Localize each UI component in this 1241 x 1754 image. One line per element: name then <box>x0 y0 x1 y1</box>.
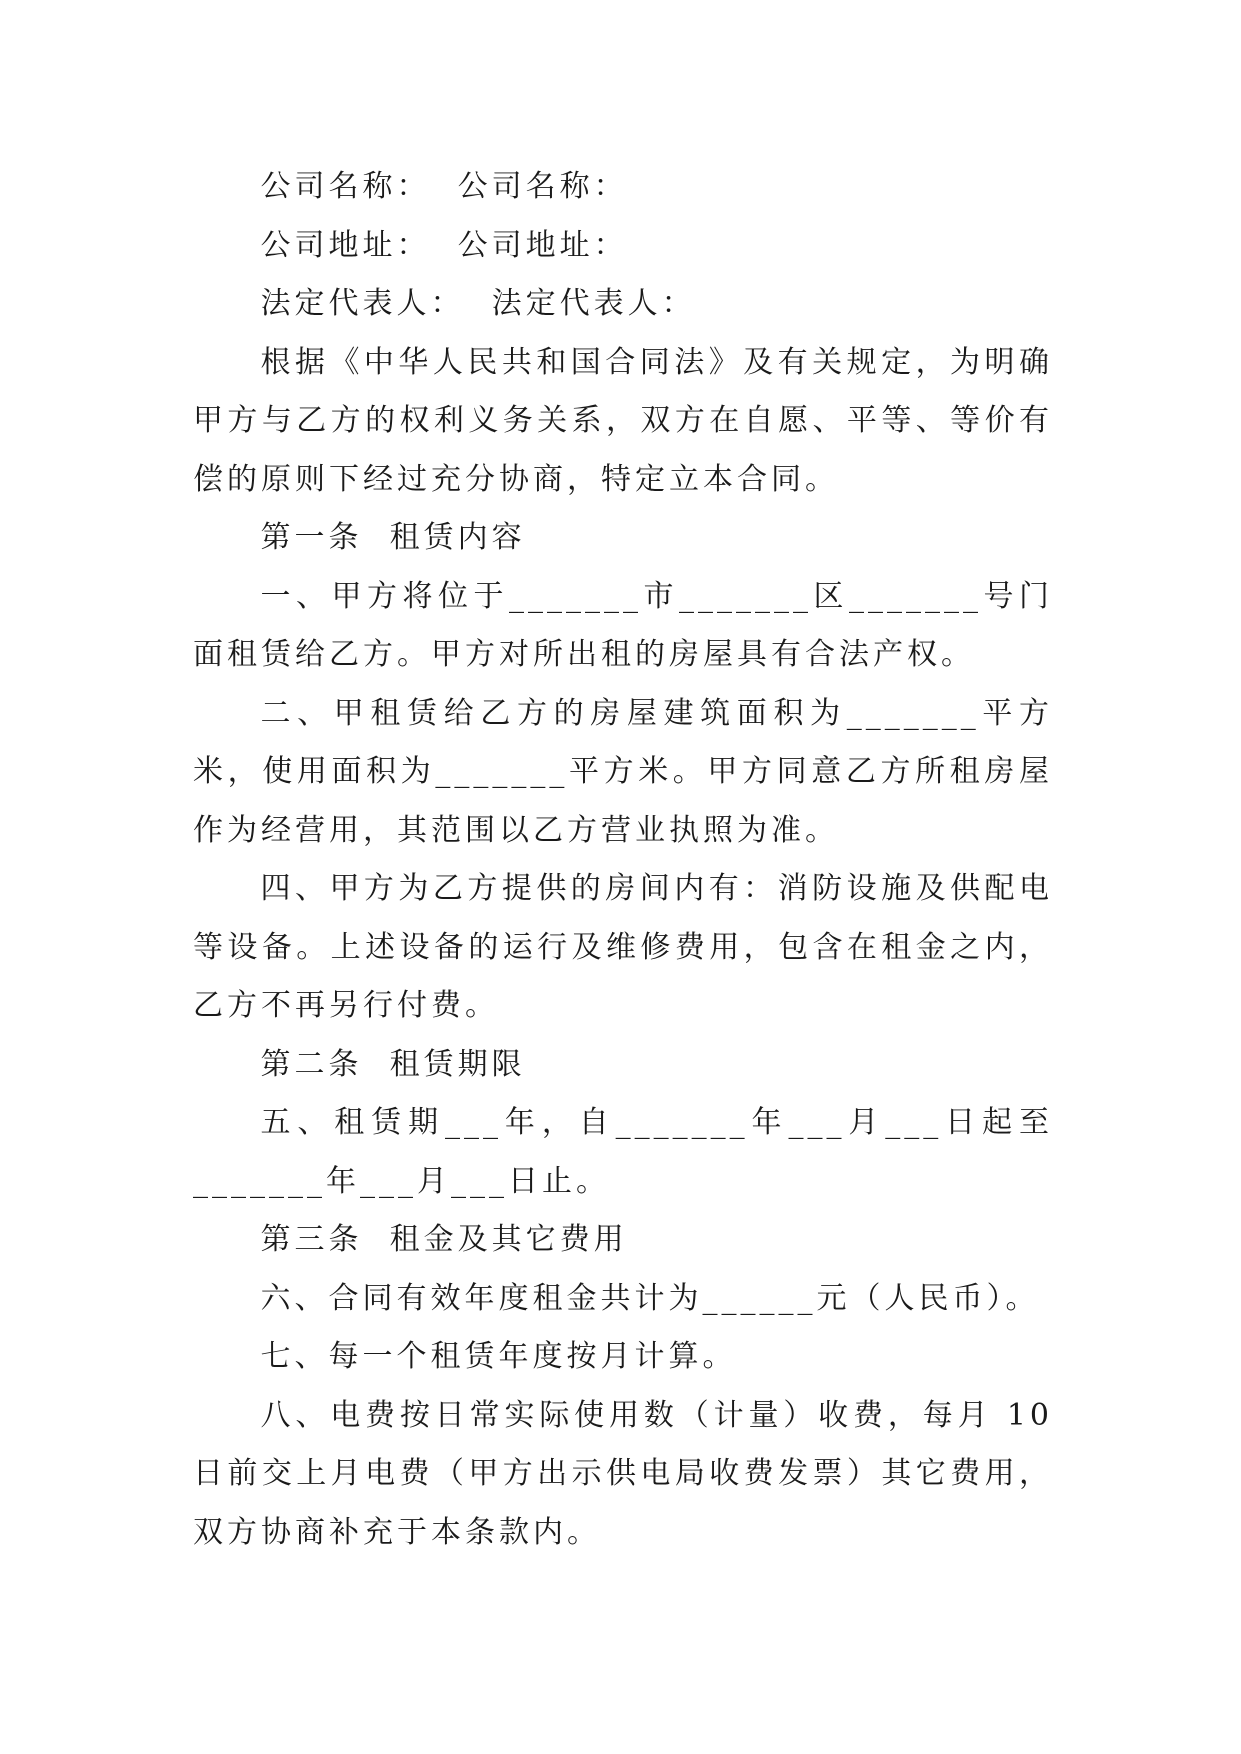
clause-1-paragraph: 一、甲方将位于_______市_______区_______号门面租赁给乙方。甲方对所出租的房屋具有合法产权。 <box>193 578 1053 672</box>
company-address-line: 公司地址： 公司地址： <box>260 227 628 263</box>
preamble-paragraph: 根据《中华人民共和国合同法》及有关规定，为明确甲方与乙方的权利义务关系，双方在自愿、平等、等价有偿的原则下经过充分协商，特定立本合同。 <box>193 344 1053 497</box>
clause-6-paragraph: 六、合同有效年度租金共计为______元（人民币）。 <box>260 1280 1040 1316</box>
clause-5-paragraph: 五、租赁期___年，自_______年___月___日起至_______年___月___日止。 <box>193 1105 1053 1199</box>
clause-8-paragraph: 八、电费按日常实际使用数（计量）收费，每月 10 日前交上月电费（甲方出示供电局收费发票）其它费用，双方协商补充于本条款内。 <box>193 1397 1067 1550</box>
clause-7-paragraph: 七、每一个租赁年度按月计算。 <box>260 1339 737 1374</box>
legal-representative-line: 法定代表人： 法定代表人： <box>260 286 696 321</box>
article-1-heading: 第一条 租赁内容 <box>260 520 526 555</box>
article-3-heading: 第三条 租金及其它费用 <box>260 1222 628 1257</box>
article-2-heading: 第二条 租赁期限 <box>260 1046 526 1082</box>
clause-2-paragraph: 二、甲租赁给乙方的房屋建筑面积为_______平方米，使用面积为_______平方米。甲方同意乙方所租房屋作为经营用，其范围以乙方营业执照为准。 <box>193 695 1053 848</box>
clause-4-paragraph: 四、甲方为乙方提供的房间内有：消防设施及供配电等设备。上述设备的运行及维修费用，包含在租金之内，乙方不再另行付费。 <box>193 871 1053 1023</box>
document-body <box>193 158 1067 1562</box>
company-name-line: 公司名称： 公司名称： <box>260 169 628 204</box>
